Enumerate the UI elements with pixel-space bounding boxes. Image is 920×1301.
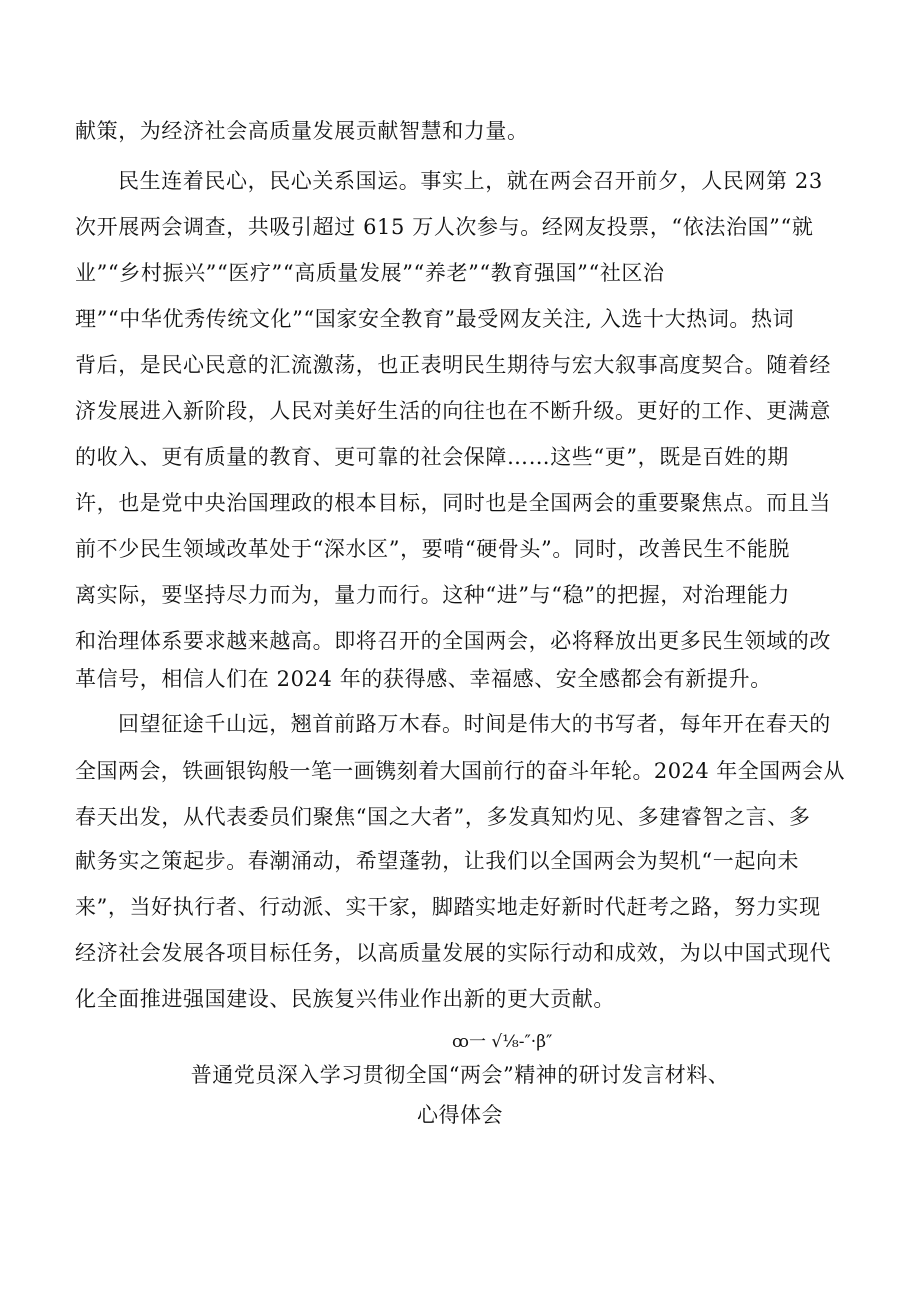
paragraph-2-line-9: 前不少民生领域改革处于“深水区”，要啃“硬骨头”。同时，改善民生不能脱	[75, 537, 790, 561]
paragraph-2-line-6: 济发展进入新阶段，人民对美好生活的向往也在不断升级。更好的工作、更满意	[75, 399, 831, 423]
paragraph-3-line-6: 经济社会发展各项目标任务，以高质量发展的实际行动和成效，为以中国式现代	[75, 941, 831, 965]
paragraph-3-line-1: 回望征途千山远，翘首前路万木春。时间是伟大的书写者，每年开在春天的	[118, 712, 831, 736]
paragraph-3-line-5: 来”，当好执行者、行动派、实干家，脚踏实地走好新时代赶考之路，努力实现	[75, 895, 821, 919]
next-title-line-1: 普通党员深入学习贯彻全国“两会”精神的研讨发言材料、	[190, 1063, 730, 1087]
section-separator: ꝏ一 √⅛-″·β″	[452, 1032, 553, 1052]
paragraph-1-line-1: 献策，为经济社会高质量发展贡献智慧和力量。	[75, 119, 529, 143]
paragraph-2-line-11: 和治理体系要求越来越高。即将召开的全国两会，必将释放出更多民生领域的改	[75, 629, 831, 653]
paragraph-2-line-12: 革信号，相信人们在 2024 年的获得感、幸福感、安全感都会有新提升。	[75, 667, 772, 691]
paragraph-2-line-2: 次开展两会调查，共吸引超过 615 万人次参与。经网友投票，“依法治国”“就	[75, 215, 814, 239]
paragraph-2-line-4: 理”“中华优秀传统文化”“国家安全教育”最受网友关注, 入选十大热词。热词	[75, 307, 795, 331]
paragraph-2-line-10: 离实际，要坚持尽力而为，量力而行。这种“进”与“稳”的把握，对治理能力	[75, 583, 790, 607]
paragraph-3-line-4: 献务实之策起步。春潮涌动，希望蓬勃，让我们以全国两会为契机“一起向未	[75, 849, 800, 873]
paragraph-3-line-2: 全国两会，铁画银钩般一笔一画镌刻着大国前行的奋斗年轮。2024 年全国两会从	[75, 759, 845, 783]
next-title-line-2: 心得体会	[417, 1103, 503, 1127]
paragraph-2-line-7: 的收入、更有质量的教育、更可靠的社会保障……这些“更”，既是百姓的期	[75, 445, 789, 469]
paragraph-2-line-8: 许，也是党中央治国理政的根本目标，同时也是全国两会的重要聚焦点。而且当	[75, 491, 831, 515]
paragraph-3-line-7: 化全面推进强国建设、民族复兴伟业作出新的更大贡献。	[75, 987, 615, 1011]
paragraph-2-line-3: 业”“乡村振兴”“医疗”“高质量发展”“养老”“教育强国”“社区治	[75, 261, 665, 285]
paragraph-2-line-5: 背后，是民心民意的汇流激荡，也正表明民生期待与宏大叙事高度契合。随着经	[75, 353, 831, 377]
paragraph-3-line-3: 春天出发，从代表委员们聚焦“国之大者”，多发真知灼见、多建睿智之言、多	[75, 805, 811, 829]
paragraph-2-line-1: 民生连着民心，民心关系国运。事实上，就在两会召开前夕，人民网第 23	[118, 169, 823, 193]
